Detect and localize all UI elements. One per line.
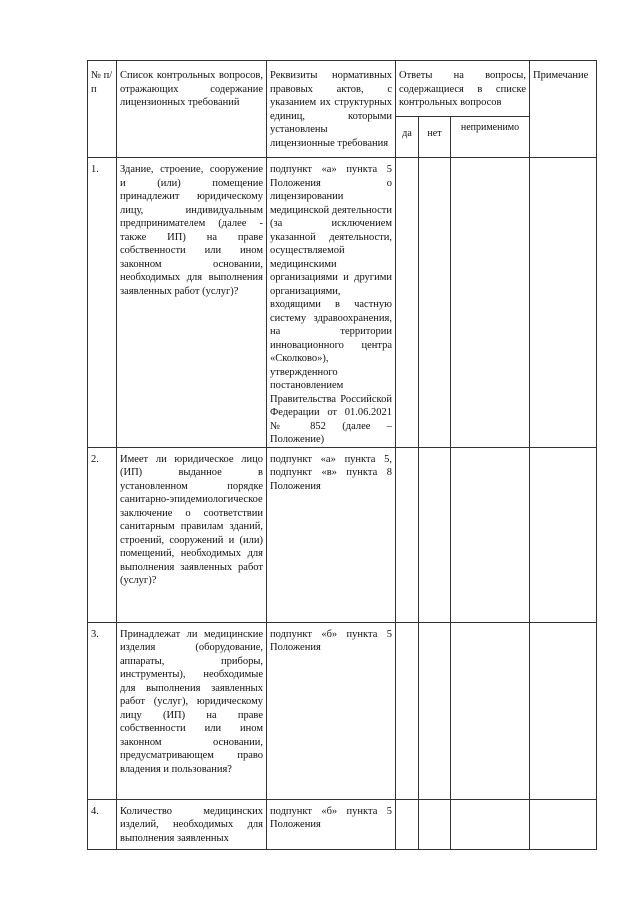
row-requisite: подпункт «а» пункта 5 Положения о лицензировании медицинской деятельности (за исключением указанной деятельности, осуществляемой медицинскими организациями и другими организациями, входящими в частную систему здравоохранения, на территории инновационного центра «Сколково»), утвержденного постановлением Правительства Российской Федерации от 01.06.2021 № 852 (далее – Положение) <box>267 158 396 448</box>
answer-na-cell[interactable] <box>451 447 530 622</box>
header-notes: Примечание <box>530 61 597 158</box>
answer-yes-cell[interactable] <box>396 622 419 799</box>
header-yes: да <box>396 117 419 158</box>
row-question: Принадлежат ли медицинские изделия (оборудование, аппараты, приборы, инструменты), необходимые для выполнения заявленных работ (услуг), юридическому лицу (ИП) на праве собственности или ином законном основании, предусматривающем право владения и пользования? <box>117 622 267 799</box>
row-number: 3. <box>88 622 117 799</box>
row-requisite: подпункт «а» пункта 5, подпункт «в» пункта 8 Положения <box>267 447 396 622</box>
header-requisites: Реквизиты нормативных правовых актов, с указанием их структурных единиц, которыми установлены лицензионные требования <box>267 61 396 158</box>
license-checklist-table <box>87 60 597 850</box>
table-row <box>88 447 597 622</box>
row-number: 1. <box>88 158 117 448</box>
row-number: 4. <box>88 799 117 849</box>
row-question: Имеет ли юридическое лицо (ИП) выданное в установленном порядке санитарно-эпидемиологическое заключение о соответствии санитарным правилам зданий, строений, сооружений и (или) помещений, необходимых для выполнения заявленных работ (услуг)? <box>117 447 267 622</box>
answer-yes-cell[interactable] <box>396 799 419 849</box>
header-num: № п/п <box>88 61 117 158</box>
header-row <box>88 61 597 117</box>
row-requisite: подпункт «б» пункта 5 Положения <box>267 622 396 799</box>
answer-yes-cell[interactable] <box>396 447 419 622</box>
answer-no-cell[interactable] <box>419 799 451 849</box>
table-row <box>88 799 597 849</box>
notes-cell[interactable] <box>530 622 597 799</box>
answer-no-cell[interactable] <box>419 158 451 448</box>
row-requisite: подпункт «б» пункта 5 Положения <box>267 799 396 849</box>
answer-na-cell[interactable] <box>451 622 530 799</box>
row-question: Количество медицинских изделий, необходимых для выполнения заявленных <box>117 799 267 849</box>
notes-cell[interactable] <box>530 158 597 448</box>
answer-na-cell[interactable] <box>451 158 530 448</box>
header-answers: Ответы на вопросы, содержащиеся в списке контрольных вопросов <box>396 61 530 117</box>
table-row <box>88 622 597 799</box>
answer-na-cell[interactable] <box>451 799 530 849</box>
row-number: 2. <box>88 447 117 622</box>
header-questions: Список контрольных вопросов, отражающих содержание лицензионных требований <box>117 61 267 158</box>
notes-cell[interactable] <box>530 799 597 849</box>
answer-no-cell[interactable] <box>419 447 451 622</box>
row-question: Здание, строение, сооружение и (или) помещение принадлежит юридическому лицу, индивидуальным предпринимателем (далее - также ИП) на праве собственности или ином законном основании, необходимых для выполнения заявленных работ (услуг)? <box>117 158 267 448</box>
header-na: неприменимо <box>451 117 530 158</box>
answer-no-cell[interactable] <box>419 622 451 799</box>
header-no: нет <box>419 117 451 158</box>
table-row <box>88 158 597 448</box>
notes-cell[interactable] <box>530 447 597 622</box>
answer-yes-cell[interactable] <box>396 158 419 448</box>
